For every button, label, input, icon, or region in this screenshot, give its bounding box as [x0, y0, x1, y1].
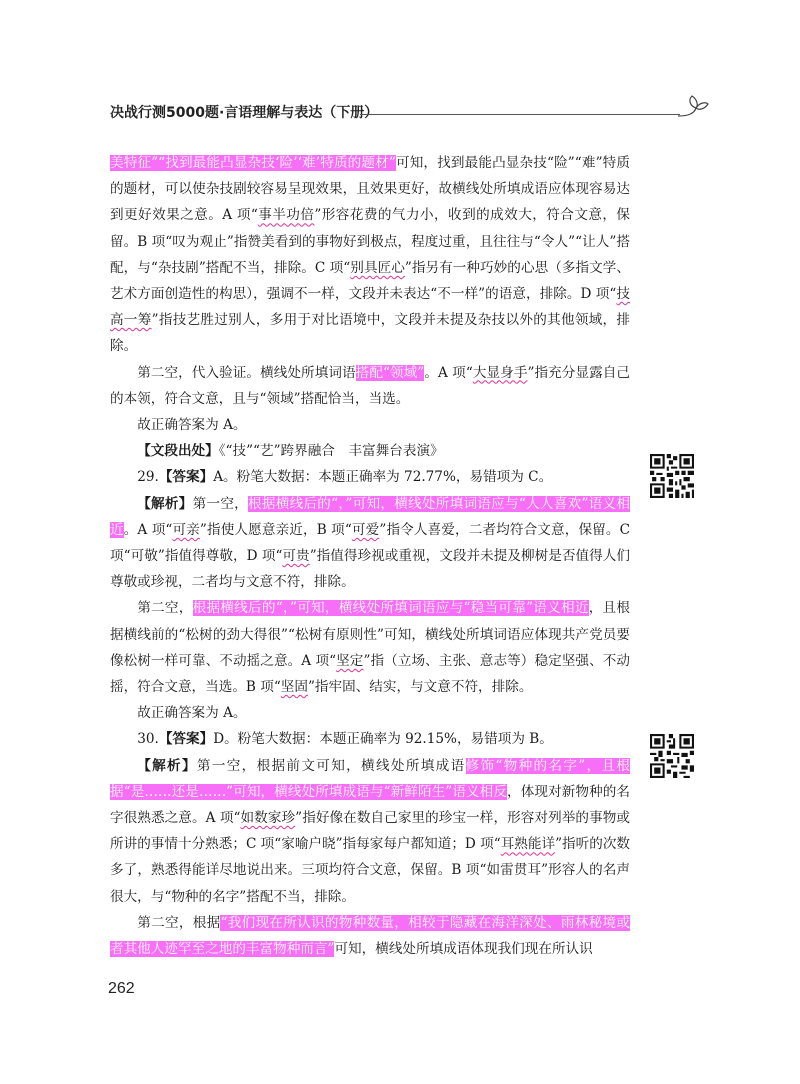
text-run: 第二空，: [137, 600, 193, 617]
underlined-text: 技高一筹: [110, 286, 630, 329]
text-run: ”指使人愿意亲近，B 项“: [199, 521, 352, 538]
text-run: 第二空，代入验证。横线处所填词语: [137, 364, 356, 381]
book-title: 决战行测5000题·言语理解与表达（下册）: [110, 105, 379, 121]
underlined-text: 大显身手: [472, 364, 528, 381]
highlighted-text: 搭配“领域”: [355, 364, 425, 381]
text-run: ，体现对新物种的名字很熟悉之意。A 项“: [110, 783, 631, 827]
text-run: 第二空，根据: [137, 914, 221, 931]
qr-code-icon[interactable]: [650, 734, 694, 778]
highlighted-text: 修饰“物种的名字”，且根据“是……还是……”可知，横线处所填成语与“新鲜陌生”语义相反: [110, 757, 631, 800]
underlined-text: 可爱: [351, 521, 380, 538]
text-run: 可知，找到最能凸显杂技“险”“难”特质的题材，可以使杂技剧较容易呈现效果，且效果更好，故横线处所填成语应体现容易达到更好效果之意。A 项“: [110, 155, 630, 224]
paragraph: [110, 412, 630, 438]
underlined-text: 如数家珍: [240, 810, 296, 827]
page-header: [110, 104, 730, 128]
text-run: ”指另有一种巧妙的心思（多指文学、艺术方面创造性的构思），强调不一样，文段并未表达“不一样”的语意，排除。D 项“: [110, 259, 631, 303]
text-run: 第一空，: [192, 495, 249, 512]
section-label: 【文段出处】: [137, 443, 219, 460]
paragraph: [110, 464, 630, 490]
underlined-text: 坚定: [336, 652, 364, 669]
section-label: 【答案】: [158, 469, 214, 486]
header-rule: [360, 114, 680, 115]
highlighted-text: 美特征”“找到最能凸显杂技‘险’‘难’特质的题材”: [110, 155, 396, 171]
text-run: ”形容花费的气力小，收到的成效大，符合文意，保留。B 项“叹为观止”指赞美看到的事物好到极点，程度过重，且往往与“令人”“让人”搭配，与“杂技剧”搭配不当，排除。C 项“: [110, 207, 631, 276]
text-run: ”指令人喜爱，二者均符合文意，保留。C 项“可敬”指值得尊敬，D 项“: [110, 521, 631, 565]
underlined-text: 可贵: [282, 548, 310, 565]
text-run: ”指充分显露自己的本领，符合文意，且与“领域”搭配恰当，当选。: [110, 364, 631, 407]
section-label: 【解析】: [137, 495, 193, 512]
text-run: 《“技”“艺”跨界融合 丰富舞台表演》: [218, 443, 444, 460]
paragraph: [110, 753, 630, 910]
text-run: ，且根据横线前的“松树的劲大得很”“松树有原则性”可知，横线处所填词语应体现共产党员要像松树一样可靠、不动摇之意。A 项“: [110, 600, 631, 669]
paragraph: [110, 438, 630, 464]
highlighted-text: 根据横线后的“，”可知，横线处所填词语应与“稳当可靠”语义相近: [192, 600, 589, 617]
text-run: ”指技艺胜过别人，多用于对比语境中，文段并未提及杂技以外的其他领域，排除。: [110, 312, 631, 355]
text-run: 第一空，根据前文可知，横线处所填成语: [196, 757, 466, 774]
sprout-icon: [676, 94, 710, 120]
paragraph: [110, 150, 630, 360]
paragraph: [110, 491, 630, 596]
text-run: ”指值得珍视或重视，文段并未提及柳树是否值得人们尊敬或珍视，二者均与文意不符，排除。: [110, 548, 630, 591]
text-run: 29.: [137, 469, 159, 486]
text-run: A。粉笔大数据：本题正确率为 72.77%，易错项为 C。: [213, 469, 553, 486]
underlined-text: 事半功倍: [257, 207, 315, 224]
highlighted-text: “我们现在所认识的物种数量，相较于隐藏在海洋深处、雨林秘境或者其他人迹罕至之地的丰富物种而言”: [110, 914, 631, 958]
text-run: 故正确答案为 A。: [137, 705, 247, 722]
underlined-text: 耳熟能详: [500, 836, 556, 853]
qr-code-icon[interactable]: [650, 454, 694, 498]
paragraph: [110, 726, 630, 752]
text-run: 30.: [137, 731, 159, 748]
text-run: ”指（立场、主张、意志等）稳定坚强、不动摇，符合文意，当选。B 项“: [110, 652, 631, 696]
text-run: ”指牢固、结实，与文意不符，排除。: [307, 679, 533, 696]
text-run: ”指听的次数多了，熟悉得能详尽地说出来。三项均符合文意，保留。B 项“如雷贯耳”形容人的名声很大，与“物种的名字”搭配不当，排除。: [110, 836, 631, 905]
paragraph: [110, 910, 630, 962]
text-run: D。粉笔大数据：本题正确率为 92.15%，易错项为 B。: [213, 731, 553, 748]
underlined-text: 别具匠心: [350, 259, 405, 276]
highlighted-text: 根据横线后的“，”可知，横线处所填词语应与“人人喜欢”语义相近: [110, 495, 631, 538]
underlined-text: 坚固: [280, 679, 308, 696]
text-run: 可知，横线处所填成语体现我们现在所认识: [334, 941, 593, 958]
paragraph: [110, 595, 630, 700]
text-run: ”指好像在数自己家里的珍宝一样，形容对列举的事物或所讲的事情十分熟悉；C 项“家喻户晓”指每家每户都知道；D 项“: [110, 810, 630, 853]
paragraph: [110, 700, 630, 726]
paragraph: [110, 360, 630, 412]
text-run: 。A 项“: [123, 521, 173, 538]
text-run: 。A 项“: [424, 364, 473, 381]
text-run: 故正确答案为 A。: [137, 417, 247, 434]
explanation-text: [110, 150, 630, 962]
section-label: 【解析】: [137, 757, 197, 774]
page-number: 262: [108, 980, 135, 997]
underlined-text: 可亲: [172, 521, 200, 538]
section-label: 【答案】: [158, 731, 214, 748]
